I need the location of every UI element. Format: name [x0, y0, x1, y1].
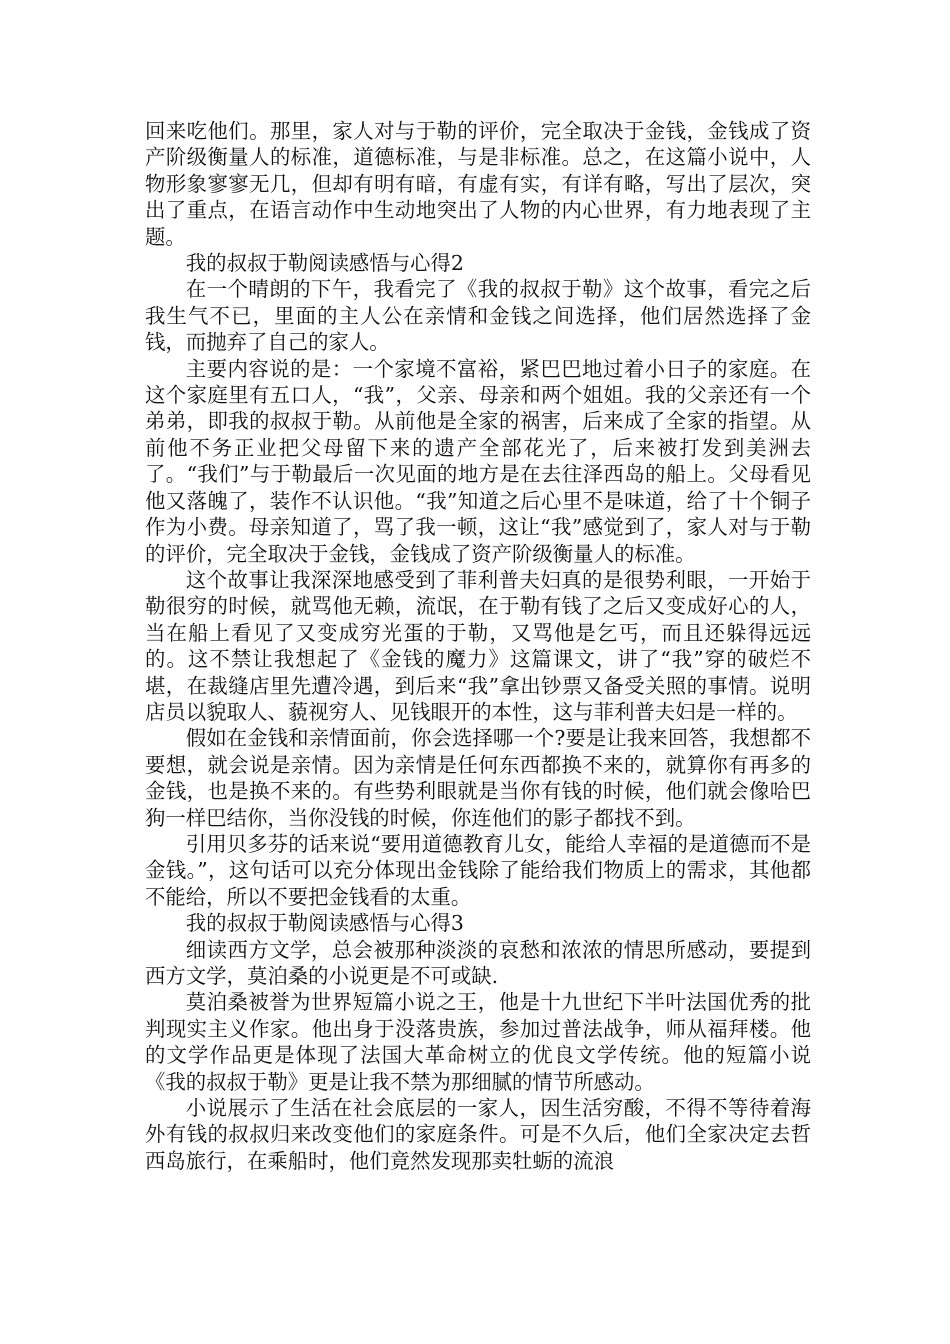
section-heading-3: 我的叔叔于勒阅读感悟与心得3 [185, 911, 464, 936]
paragraph-continued: 回来吃他们。那里，家人对与于勒的评价，完全取决于金钱，金钱成了资产阶级衡量人的标准，道德标准，与是非标准。总之，在这篇小说中，人物形象寥寥无几，但却有明有暗，有虚有实，有详有略，写出了层次，突出了重点，在语言动作中生动地突出了人物的内心世界，有力地表现了主题。 [145, 119, 811, 249]
paragraph: 细读西方文学，总会被那种淡淡的哀愁和浓浓的情思所感动，要提到西方文学，莫泊桑的小说更是不可或缺. [145, 937, 811, 988]
paragraph: 引用贝多芬的话来说“要用道德教育儿女，能给人幸福的是道德而不是金钱。”，这句话可以充分体现出金钱除了能给我们物质上的需求，其他都不能给，所以不要把金钱看的太重。 [145, 831, 811, 909]
document-page [145, 118, 811, 1174]
paragraph: 莫泊桑被誉为世界短篇小说之王，他是十九世纪下半叶法国优秀的批判现实主义作家。他出身于没落贵族，参加过普法战争，师从福拜楼。他的文学作品更是体现了法国大革命树立的优良文学传统。他的短篇小说《我的叔叔于勒》更是让我不禁为那细腻的情节所感动。 [145, 990, 811, 1094]
paragraph: 小说展示了生活在社会底层的一家人，因生活穷酸，不得不等待着海外有钱的叔叔归来改变他们的家庭条件。可是不久后，他们全家决定去哲西岛旅行，在乘船时，他们竟然发现那卖牡蛎的流浪 [145, 1096, 811, 1173]
paragraph: 这个故事让我深深地感受到了菲利普夫妇真的是很势利眼，一开始于勒很穷的时候，就骂他无赖，流氓，在于勒有钱了之后又变成好心的人，当在船上看见了又变成穷光蛋的于勒，又骂他是乞丐，而且还躲得远远的。这不禁让我想起了《金钱的魔力》这篇课文，讲了“我”穿的破烂不堪，在裁缝店里先遭冷遇，到后来“我”拿出钞票又备受关照的事情。说明店员以貌取人、藐视穷人、见钱眼开的本性，这与菲利普夫妇是一样的。 [145, 567, 811, 724]
paragraph: 假如在金钱和亲情面前，你会选择哪一个?要是让我来回答，我想都不要想，就会说是亲情。因为亲情是任何东西都换不来的，就算你有再多的金钱，也是换不来的。有些势利眼就是当你有钱的时候，他们就会像哈巴狗一样巴结你，当你没钱的时候，你连他们的影子都找不到。 [145, 726, 811, 830]
paragraph: 在一个晴朗的下午，我看完了《我的叔叔于勒》这个故事，看完之后我生气不已，里面的主人公在亲情和金钱之间选择，他们居然选择了金钱，而抛弃了自己的家人。 [145, 277, 811, 355]
paragraph: 主要内容说的是：一个家境不富裕，紧巴巴地过着小日子的家庭。在这个家庭里有五口人，“我”，父亲、母亲和两个姐姐。我的父亲还有一个弟弟，即我的叔叔于勒。从前他是全家的祸害，后来成了全家的指望。从前他不务正业把父母留下来的遗产全部花光了，后来被打发到美洲去了。“我们”与于勒最后一次见面的地方是在去往泽西岛的船上。父母看见他又落魄了，装作不认识他。“我”知道之后心里不是味道，给了十个铜子作为小费。母亲知道了，骂了我一顿，这让“我”感觉到了，家人对与于勒的评价，完全取决于金钱，金钱成了资产阶级衡量人的标准。 [145, 356, 811, 566]
section-heading-2: 我的叔叔于勒阅读感悟与心得2 [185, 251, 464, 276]
